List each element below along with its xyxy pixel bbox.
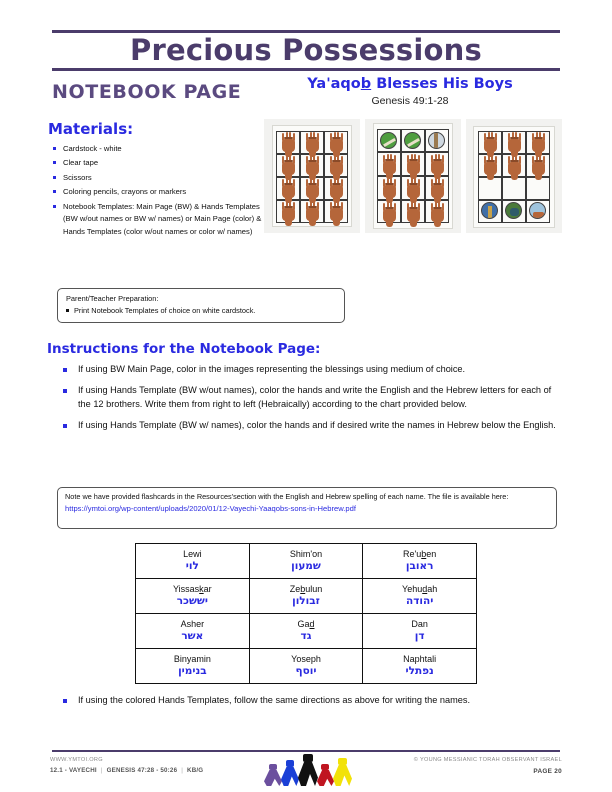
list-item-label: If using Hands Template (BW w/out names), color the hands and write the English and the Hebrew letters for each of the 12 brothers. Write them from right to left (Hebraically) according to the chart provided below. bbox=[78, 385, 552, 409]
name-hebrew: אשר bbox=[181, 629, 204, 642]
name-english-post: en bbox=[426, 548, 437, 559]
name-english-underlined: b bbox=[300, 583, 306, 594]
notebook-photo-1 bbox=[264, 119, 360, 233]
table-cell bbox=[249, 649, 363, 684]
table-row bbox=[136, 614, 477, 649]
lesson-reference: Genesis 49:1-28 bbox=[371, 95, 449, 107]
name-hebrew: גד bbox=[300, 629, 312, 642]
name-hebrew: בנימין bbox=[178, 664, 207, 677]
lesson-title-underlined: b bbox=[360, 76, 372, 92]
blessing-image-icon bbox=[529, 202, 546, 219]
table-cell bbox=[249, 579, 363, 614]
table-row bbox=[136, 649, 477, 684]
note-box bbox=[57, 487, 557, 529]
name-english-pre: Shim'on bbox=[289, 548, 323, 559]
blessing-image-icon bbox=[505, 202, 522, 219]
name-english-post: ar bbox=[203, 583, 212, 594]
list-item bbox=[66, 306, 336, 315]
name-english bbox=[250, 619, 363, 630]
bullet-icon bbox=[66, 309, 69, 312]
list-item-label: If using the colored Hands Templates, follow the same directions as above for writing the names. bbox=[78, 695, 471, 705]
list-item bbox=[60, 384, 562, 411]
list-item-label: Coloring pencils, crayons or markers bbox=[63, 187, 187, 197]
table-cell bbox=[136, 649, 250, 684]
list-item bbox=[52, 186, 262, 198]
name-english-underlined: k bbox=[199, 583, 204, 594]
preparation-box bbox=[57, 288, 345, 323]
table-cell bbox=[363, 649, 477, 684]
list-item-label: Scissors bbox=[63, 172, 92, 182]
footer-page-number: PAGE 20 bbox=[533, 768, 562, 775]
bullet-icon bbox=[53, 190, 56, 193]
name-english-underlined: b bbox=[421, 548, 427, 559]
bullet-icon bbox=[63, 424, 67, 428]
name-english-pre: Naphtali bbox=[403, 653, 437, 664]
closing-instruction bbox=[60, 694, 530, 707]
name-english-pre: Ga bbox=[297, 618, 310, 629]
name-english-underlined: d bbox=[309, 618, 315, 629]
footer-scripture: GENESIS 47:28 - 50:26 bbox=[106, 767, 178, 774]
name-english-post: ah bbox=[427, 583, 438, 594]
bullet-icon bbox=[53, 176, 56, 179]
name-english bbox=[250, 654, 363, 665]
name-english bbox=[250, 584, 363, 595]
lesson-title-post: Blesses His Boys bbox=[371, 76, 513, 92]
name-hebrew: לוי bbox=[185, 559, 199, 572]
list-item bbox=[52, 172, 262, 184]
footer-divider: | bbox=[100, 767, 103, 774]
footer-right bbox=[414, 757, 562, 775]
table-row bbox=[136, 579, 477, 614]
instructions-heading: Instructions for the Notebook Page: bbox=[47, 341, 321, 357]
name-hebrew: יוסף bbox=[295, 664, 317, 677]
footer-lesson-number: 12.1 - VAYECHI bbox=[50, 767, 97, 774]
name-hebrew: דן bbox=[414, 629, 425, 642]
table-cell bbox=[249, 544, 363, 579]
list-item bbox=[60, 363, 562, 376]
organization-logo-icon bbox=[262, 750, 358, 786]
bullet-icon bbox=[63, 699, 67, 703]
header-rule-bottom bbox=[52, 68, 560, 71]
name-english-pre: Lewi bbox=[183, 548, 202, 559]
list-item-label: If using BW Main Page, color in the images representing the blessings using medium of choice. bbox=[78, 364, 466, 374]
name-english-pre: Asher bbox=[180, 618, 205, 629]
preparation-title: Parent/Teacher Preparation: bbox=[66, 294, 159, 303]
list-item-label: Print Notebook Templates of choice on white cardstock. bbox=[74, 306, 256, 315]
footer-website[interactable]: WWW.YMTOI.ORG bbox=[50, 757, 103, 763]
bullet-icon bbox=[53, 161, 56, 164]
section-heading: NOTEBOOK PAGE bbox=[52, 81, 242, 103]
table-cell bbox=[136, 544, 250, 579]
name-english bbox=[363, 584, 476, 595]
materials-list bbox=[52, 143, 262, 240]
bullet-icon bbox=[53, 147, 56, 150]
name-hebrew: שמעון bbox=[291, 559, 321, 572]
list-item bbox=[52, 157, 262, 169]
name-english-underlined: d bbox=[422, 583, 428, 594]
name-hebrew: יהודה bbox=[406, 594, 434, 607]
name-english-pre: Dan bbox=[411, 618, 428, 629]
notebook-photo-3 bbox=[466, 119, 562, 233]
name-hebrew: זבולון bbox=[292, 594, 320, 607]
instructions-list bbox=[60, 363, 562, 440]
name-english-pre: Yoseph bbox=[291, 653, 321, 664]
name-english-pre: Yehu bbox=[402, 583, 423, 594]
name-english-post: ulun bbox=[305, 583, 323, 594]
blessing-image-icon bbox=[380, 132, 397, 149]
resource-link[interactable]: https://ymtoi.org/wp-content/uploads/2020/01/12-Vayechi-Yaaqobs-sons-in-Hebrew.pdf bbox=[65, 503, 356, 513]
bullet-icon bbox=[63, 368, 67, 372]
list-item-label: Notebook Templates: Main Page (BW) & Hands Templates (BW w/out names or BW w/ names) or Main Page (color) & Hands Templates (color w/out names or color w/ names) bbox=[63, 201, 262, 236]
table-cell bbox=[363, 614, 477, 649]
list-item-label: Clear tape bbox=[63, 158, 99, 168]
name-english bbox=[363, 654, 476, 665]
table-row bbox=[136, 544, 477, 579]
table-cell bbox=[363, 579, 477, 614]
name-english-pre: Re'u bbox=[403, 548, 422, 559]
name-english bbox=[136, 654, 249, 665]
list-item bbox=[60, 419, 562, 432]
name-hebrew: ראובן bbox=[405, 559, 434, 572]
note-text: Note we have provided flashcards in the Resources'section with the English and Hebrew spelling of each name. The file is available here: bbox=[65, 492, 509, 501]
footer-initials: KB/G bbox=[187, 767, 204, 774]
notebook-photo-2 bbox=[365, 119, 461, 233]
list-item-label: Cardstock - white bbox=[63, 144, 122, 153]
name-english bbox=[250, 549, 363, 560]
blessing-image-icon bbox=[481, 202, 498, 219]
footer-meta bbox=[50, 767, 203, 774]
name-english-pre: Yissas bbox=[172, 583, 200, 594]
names-table bbox=[135, 543, 477, 684]
table-cell bbox=[136, 614, 250, 649]
table-cell bbox=[136, 579, 250, 614]
blessing-image-icon bbox=[404, 132, 421, 149]
name-english bbox=[363, 619, 476, 630]
page-title: Precious Possessions bbox=[130, 33, 482, 67]
footer-copyright: © YOUNG MESSIANIC TORAH OBSERVANT ISRAEL bbox=[413, 757, 562, 763]
name-english bbox=[363, 549, 476, 560]
name-english bbox=[136, 619, 249, 630]
name-english bbox=[136, 584, 249, 595]
list-item-label: If using Hands Template (BW w/ names), color the hands and if desired write the names in Hebrew below the English. bbox=[78, 420, 556, 431]
list-item bbox=[52, 143, 262, 155]
photo-gallery bbox=[264, 119, 562, 233]
list-item bbox=[52, 201, 262, 238]
blessing-image-icon bbox=[428, 132, 445, 149]
name-hebrew: יששכר bbox=[176, 594, 208, 607]
table-cell bbox=[249, 614, 363, 649]
table-cell bbox=[363, 544, 477, 579]
name-english-pre: Binyamin bbox=[173, 653, 211, 664]
name-english bbox=[136, 549, 249, 560]
footer-divider: | bbox=[181, 767, 184, 774]
materials-heading: Materials: bbox=[48, 120, 134, 138]
lesson-title-pre: Ya'aqo bbox=[307, 76, 361, 92]
name-hebrew: נפתלי bbox=[405, 664, 434, 677]
name-english-pre: Ze bbox=[289, 583, 301, 594]
footer-left bbox=[50, 757, 203, 774]
bullet-icon bbox=[53, 205, 56, 208]
list-item bbox=[60, 694, 530, 707]
bullet-icon bbox=[63, 389, 67, 393]
lesson-title bbox=[300, 76, 520, 92]
